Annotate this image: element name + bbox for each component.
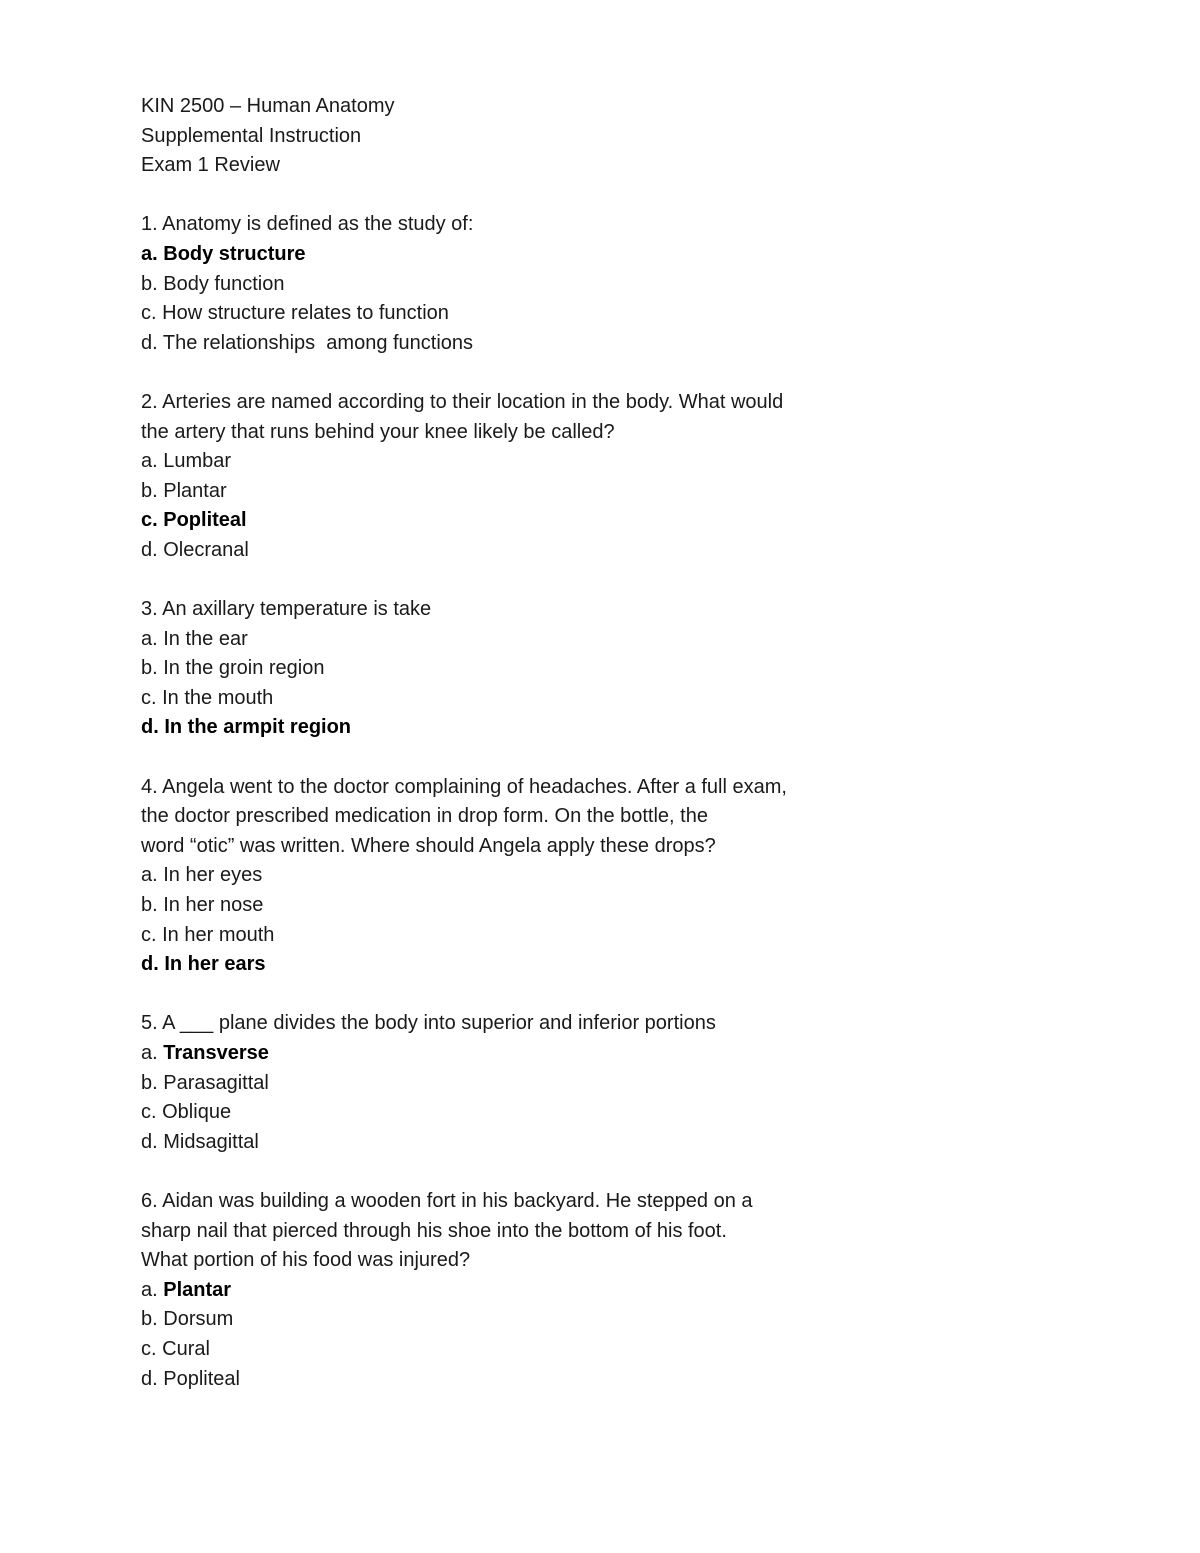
- option-letter: c.: [141, 1337, 163, 1360]
- question-text: 3. An axillary temperature is take: [141, 598, 432, 621]
- answer-option: [141, 861, 901, 891]
- answer-option: [141, 1039, 901, 1069]
- option-letter: a.: [141, 450, 164, 473]
- option-letter: b.: [141, 894, 164, 917]
- spacer: [141, 566, 901, 596]
- program-title: Supplemental Instruction: [141, 124, 362, 147]
- answer-option: [141, 1365, 901, 1395]
- option-letter: a.: [141, 242, 164, 265]
- question-text: the doctor prescribed medication in drop form. On the bottle, the: [141, 805, 708, 828]
- correct-answer-text: Transverse: [163, 1042, 269, 1064]
- option-letter: d.: [141, 331, 163, 354]
- question-text: word “otic” was written. Where should Angela apply these drops?: [141, 834, 716, 857]
- question-text: the artery that runs behind your knee likely be called?: [141, 420, 615, 443]
- answer-option: [141, 921, 901, 951]
- answer-option: [141, 1069, 901, 1099]
- option-text: Midsagittal: [163, 1130, 259, 1153]
- option-text: How structure relates to function: [162, 302, 449, 325]
- question-text: 5. A ___ plane divides the body into superior and inferior portions: [141, 1012, 716, 1035]
- question-text: 2. Arteries are named according to their location in the body. What would: [141, 390, 784, 413]
- option-letter: c.: [141, 1101, 163, 1124]
- spacer: [141, 358, 901, 388]
- option-letter: b.: [141, 272, 164, 295]
- option-text: In her eyes: [163, 864, 263, 887]
- option-text: Lumbar: [163, 450, 232, 473]
- answer-option: [141, 240, 901, 270]
- option-letter: c.: [141, 923, 163, 946]
- question-block: [141, 595, 901, 773]
- answer-option: [141, 270, 901, 300]
- question-text: 6. Aidan was building a wooden fort in his backyard. He stepped on a: [141, 1189, 753, 1212]
- question-list: [141, 210, 901, 1394]
- answer-option: [141, 329, 901, 359]
- option-letter: d.: [141, 716, 165, 739]
- correct-answer-text: Body structure: [163, 242, 306, 265]
- option-letter: c.: [141, 686, 163, 709]
- answer-option: [141, 536, 901, 566]
- option-letter: c.: [141, 302, 163, 325]
- option-letter: b.: [141, 1071, 164, 1094]
- question-block: [141, 773, 901, 1010]
- option-letter: c.: [141, 509, 164, 532]
- option-letter: b.: [141, 479, 164, 502]
- course-title: KIN 2500 – Human Anatomy: [141, 95, 395, 117]
- answer-option: [141, 299, 901, 329]
- answer-option: [141, 654, 901, 684]
- answer-option: [141, 684, 901, 714]
- answer-option: [141, 891, 901, 921]
- answer-option: [141, 713, 901, 743]
- option-text: In her mouth: [162, 923, 275, 946]
- option-letter: a.: [141, 1042, 164, 1064]
- answer-option: [141, 950, 901, 980]
- answer-option: [141, 506, 901, 536]
- answer-option: [141, 447, 901, 477]
- option-letter: d.: [141, 1130, 164, 1153]
- question-text: sharp nail that pierced through his shoe into the bottom of his foot.: [141, 1219, 727, 1242]
- option-text: In her nose: [163, 894, 264, 917]
- exam-title: Exam 1 Review: [141, 154, 280, 177]
- option-letter: b.: [141, 657, 164, 680]
- option-text: Parasagittal: [163, 1071, 269, 1094]
- option-text: In the ear: [163, 627, 248, 650]
- question-block: [141, 388, 901, 595]
- question-text: What portion of his food was injured?: [141, 1249, 471, 1272]
- option-letter: b.: [141, 1308, 164, 1331]
- option-text: Cural: [162, 1337, 210, 1360]
- correct-answer-text: Popliteal: [163, 509, 247, 532]
- answer-option: [141, 1335, 901, 1365]
- option-text: Dorsum: [163, 1308, 234, 1331]
- answer-option: [141, 1098, 901, 1128]
- spacer: [141, 181, 901, 211]
- option-text: Plantar: [163, 479, 227, 502]
- spacer: [141, 1157, 901, 1187]
- question-block: [141, 1009, 901, 1187]
- question-block: [141, 210, 901, 388]
- answer-option: [141, 1305, 901, 1335]
- option-letter: d.: [141, 1367, 164, 1390]
- correct-answer-text: Plantar: [163, 1278, 232, 1301]
- option-text: The relationships among functions: [162, 331, 474, 354]
- answer-option: [141, 1128, 901, 1158]
- option-text: Oblique: [162, 1101, 232, 1124]
- correct-answer-text: In her ears: [164, 953, 266, 976]
- question-block: [141, 1187, 901, 1394]
- option-letter: a.: [141, 627, 164, 650]
- document-page: [141, 92, 901, 1394]
- answer-option: [141, 625, 901, 655]
- correct-answer-text: In the armpit region: [164, 716, 352, 739]
- option-letter: d.: [141, 953, 165, 976]
- answer-option: [141, 477, 901, 507]
- option-letter: a.: [141, 864, 164, 887]
- option-text: In the mouth: [162, 686, 274, 709]
- option-text: In the groin region: [163, 657, 325, 680]
- spacer: [141, 980, 901, 1010]
- spacer: [141, 743, 901, 773]
- option-letter: a.: [141, 1278, 164, 1301]
- option-text: Olecranal: [163, 538, 249, 561]
- answer-option: [141, 1276, 901, 1306]
- question-text: 4. Angela went to the doctor complaining of headaches. After a full exam,: [141, 775, 787, 798]
- option-text: Popliteal: [163, 1367, 240, 1390]
- option-text: Body function: [163, 272, 285, 295]
- option-letter: d.: [141, 538, 164, 561]
- question-text: 1. Anatomy is defined as the study of:: [141, 213, 474, 236]
